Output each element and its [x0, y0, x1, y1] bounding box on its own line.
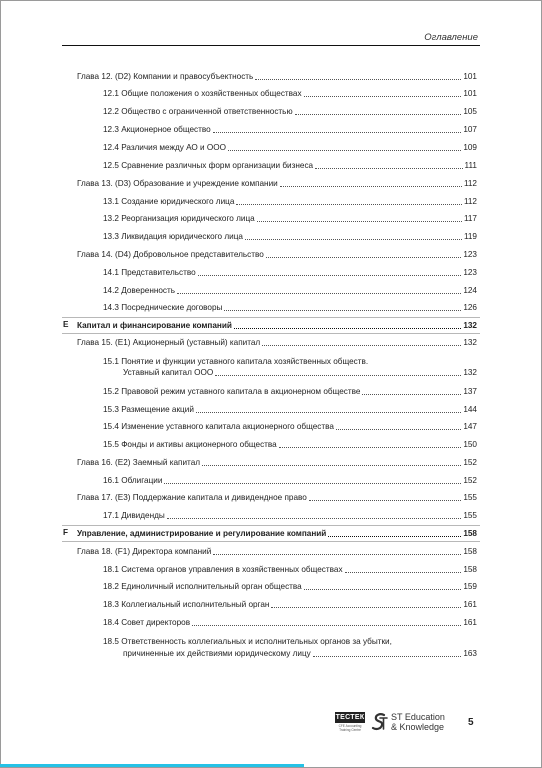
toc-item-row[interactable]: [103, 510, 477, 521]
dot-leader: [315, 168, 462, 169]
toc-item-row[interactable]: [103, 617, 477, 628]
section-letter: F: [63, 528, 69, 537]
bottom-accent-bar: [0, 764, 304, 767]
toc-item-row[interactable]: [123, 648, 477, 659]
toc-item-row[interactable]: [103, 581, 477, 592]
toc-page-number: 132: [463, 338, 477, 347]
tectek-logo-text: ТЕСТЕК: [335, 714, 365, 721]
toc-entry-text: 14.3 Посреднические договоры: [103, 303, 223, 312]
toc-page-number: 111: [464, 161, 477, 170]
tectek-logo-subtitle: CFE Accounting Training Centre: [338, 724, 362, 732]
toc-item-row[interactable]: [103, 88, 477, 99]
toc-page-number: 123: [463, 250, 477, 259]
section-separator: [62, 525, 480, 526]
toc-entry-text: 12.5 Сравнение различных форм организации бизнеса: [103, 161, 314, 170]
toc-entry-text: Глава 14. (D4) Добровольное представительство: [77, 250, 264, 259]
toc-entry-text: 12.3 Акционерное общество: [103, 125, 211, 134]
dot-leader: [266, 257, 462, 258]
toc-chapter-row[interactable]: [77, 178, 477, 189]
toc-entry-text: Управление, администрирование и регулирование компаний: [77, 529, 327, 538]
toc-page-number: 105: [463, 107, 477, 116]
toc-entry-text: 18.3 Коллегиальный исполнительный орган: [103, 600, 270, 609]
dot-leader: [304, 589, 462, 590]
toc-section-row[interactable]: [77, 320, 477, 331]
dot-leader: [213, 132, 462, 133]
toc-item-row[interactable]: [103, 213, 477, 224]
dot-leader: [192, 625, 461, 626]
toc-page-number: 159: [463, 582, 477, 591]
dot-leader: [328, 536, 461, 537]
dot-leader: [215, 375, 461, 376]
toc-page-number: 158: [463, 547, 477, 556]
dot-leader: [336, 429, 461, 430]
toc-page-number: 161: [463, 600, 477, 609]
dot-leader: [271, 607, 461, 608]
page-number: 5: [468, 717, 474, 728]
toc-item-row[interactable]: [103, 421, 477, 432]
dot-leader: [196, 412, 461, 413]
toc-item-row[interactable]: [103, 106, 477, 117]
toc-page-number: 119: [463, 232, 477, 241]
dot-leader: [309, 500, 462, 501]
toc-entry-text: 15.4 Изменение уставного капитала акционерного общества: [103, 422, 334, 431]
toc-item-row[interactable]: [103, 285, 477, 296]
toc-item-row[interactable]: [103, 404, 477, 415]
toc-item-row[interactable]: [103, 439, 477, 450]
dot-leader: [164, 483, 461, 484]
section-separator: [62, 541, 480, 542]
toc-item-row[interactable]: [103, 142, 477, 153]
toc-section-row[interactable]: [77, 528, 477, 539]
dot-leader: [345, 572, 462, 573]
toc-entry-text: 12.2 Общество с ограниченной ответственностью: [103, 107, 293, 116]
dot-leader: [177, 293, 461, 294]
dot-leader: [228, 150, 461, 151]
toc-page-number: 117: [463, 214, 477, 223]
toc-item-row[interactable]: [103, 196, 477, 207]
tectek-logo: [335, 712, 365, 732]
st-logo-line1: ST Education: [391, 712, 445, 722]
dot-leader: [245, 239, 462, 240]
st-logo-line2: & Knowledge: [391, 722, 445, 732]
section-separator: [62, 333, 480, 334]
dot-leader: [167, 518, 462, 519]
toc-page-number: 163: [463, 649, 477, 658]
toc-entry-text: Глава 17. (E3) Поддержание капитала и дивидендное право: [77, 493, 307, 502]
toc-entry-text: 18.1 Система органов управления в хозяйственных обществах: [103, 565, 343, 574]
toc-item-row[interactable]: [103, 599, 477, 610]
toc-item-row[interactable]: [103, 160, 477, 171]
toc-page-number: 152: [463, 476, 477, 485]
toc-page-number: 150: [463, 440, 477, 449]
dot-leader: [280, 186, 462, 187]
toc-item-row[interactable]: [103, 475, 477, 486]
toc-entry-text: 18.2 Единоличный исполнительный орган общества: [103, 582, 302, 591]
toc-entry-text: 17.1 Дивиденды: [103, 511, 165, 520]
toc-page-number: 112: [463, 197, 477, 206]
toc-entry-text: 18.4 Совет директоров: [103, 618, 191, 627]
dot-leader: [279, 447, 462, 448]
toc-chapter-row[interactable]: [77, 457, 477, 468]
toc-chapter-row[interactable]: [77, 249, 477, 260]
toc-page-number: 101: [463, 72, 477, 81]
dot-leader: [295, 114, 462, 115]
toc-item-row[interactable]: [103, 564, 477, 575]
toc-page-number: 124: [463, 286, 477, 295]
dot-leader: [236, 204, 462, 205]
toc-page-number: 126: [463, 303, 477, 312]
toc-chapter-row[interactable]: [77, 71, 477, 82]
toc-page-number: 161: [463, 618, 477, 627]
toc-entry-text: Уставный капитал ООО: [123, 368, 214, 377]
toc-chapter-row[interactable]: [77, 337, 477, 348]
dot-leader: [262, 345, 461, 346]
toc-entry-text: 13.3 Ликвидация юридического лица: [103, 232, 243, 241]
toc-entry-text: 13.2 Реорганизация юридического лица: [103, 214, 255, 223]
toc-chapter-row[interactable]: [77, 492, 477, 503]
toc-item-row[interactable]: [103, 302, 477, 313]
dot-leader: [313, 656, 462, 657]
running-header-title: Оглавление: [424, 32, 478, 43]
toc-entry-text-line1: 15.1 Понятие и функции уставного капитала хозяйственных обществ.: [103, 357, 369, 366]
toc-entry-text: Глава 13. (D3) Образование и учреждение компании: [77, 179, 278, 188]
toc-page-number: 158: [463, 529, 477, 538]
toc-page-number: 137: [463, 387, 477, 396]
dot-leader: [224, 310, 461, 311]
dot-leader: [198, 275, 462, 276]
toc-entry-text-line1: 18.5 Ответственность коллегиальных и исполнительных органов за убытки,: [103, 637, 392, 646]
toc-page-number: 109: [463, 143, 477, 152]
st-logo-mark-icon: [371, 712, 389, 732]
toc-item-row[interactable]: [103, 267, 477, 278]
dot-leader: [362, 394, 461, 395]
toc-page-number: 147: [463, 422, 477, 431]
toc-page-number: 158: [463, 565, 477, 574]
toc-entry-text: 15.2 Правовой режим уставного капитала в акционерном обществе: [103, 387, 361, 396]
toc-page-number: 112: [463, 179, 477, 188]
toc-entry-text: Капитал и финансирование компаний: [77, 321, 232, 330]
toc-page-number: 132: [463, 321, 477, 330]
toc-entry-text: причиненные их действиями юридическому лицу: [123, 649, 311, 658]
toc-item-row[interactable]: [123, 367, 477, 378]
section-letter: E: [63, 320, 69, 329]
toc-entry-text: Глава 15. (E1) Акционерный (уставный) капитал: [77, 338, 261, 347]
toc-page-number: 144: [463, 405, 477, 414]
toc-entry-text: 15.3 Размещение акций: [103, 405, 194, 414]
toc-page-number: 152: [463, 458, 477, 467]
toc-page-number: 132: [463, 368, 477, 377]
toc-entry-text: Глава 16. (E2) Заемный капитал: [77, 458, 201, 467]
toc-entry-text: Глава 18. (F1) Директора компаний: [77, 547, 212, 556]
toc-entry-text: 15.5 Фонды и активы акционерного общества: [103, 440, 277, 449]
dot-leader: [255, 79, 461, 80]
toc-page-number: 101: [463, 89, 477, 98]
toc-entry-text: 12.4 Различия между АО и ООО: [103, 143, 227, 152]
section-separator: [62, 317, 480, 318]
toc-entry-text: 13.1 Создание юридического лица: [103, 197, 235, 206]
toc-entry-text: 14.1 Представительство: [103, 268, 196, 277]
toc-item-row[interactable]: [103, 231, 477, 242]
toc-item-row[interactable]: [103, 124, 477, 135]
toc-chapter-row[interactable]: [77, 546, 477, 557]
header-rule: [62, 45, 480, 46]
toc-page-number: 123: [463, 268, 477, 277]
toc-page-number: 155: [463, 511, 477, 520]
toc-page-number: 107: [463, 125, 477, 134]
toc-entry-text: 12.1 Общие положения о хозяйственных обществах: [103, 89, 302, 98]
toc-page-number: 155: [463, 493, 477, 502]
toc-entry-text: 14.2 Доверенность: [103, 286, 176, 295]
toc-item-row[interactable]: [103, 386, 477, 397]
dot-leader: [257, 221, 462, 222]
dot-leader: [234, 328, 461, 329]
dot-leader: [304, 96, 462, 97]
toc-entry-text: Глава 12. (D2) Компании и правосубъектность: [77, 72, 254, 81]
dot-leader: [213, 554, 461, 555]
dot-leader: [202, 465, 461, 466]
toc-entry-text: 16.1 Облигации: [103, 476, 163, 485]
